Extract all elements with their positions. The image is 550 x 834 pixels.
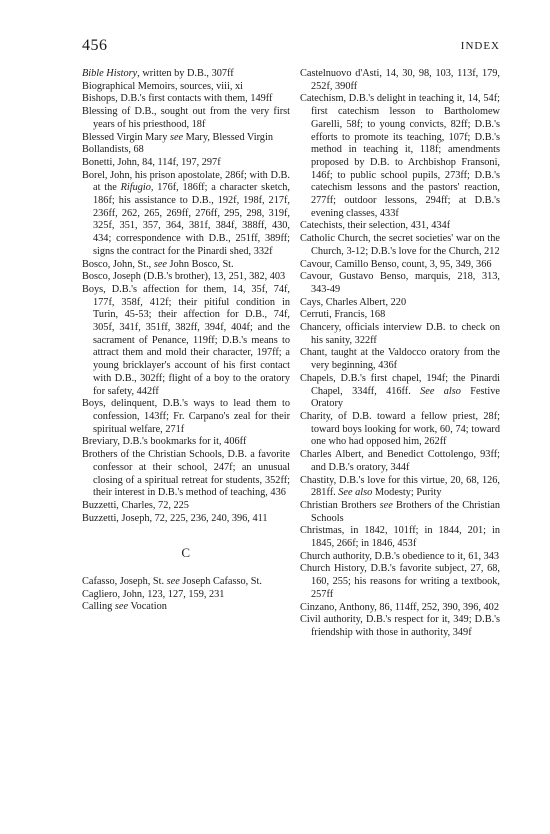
index-entry-text: Brothers of the Christian Schools, D.B. a favorite confessor at their school, 247f; an unusual closing of a spiritual retreat for students, 352ff; their interest in D.B.'s method of teaching, 436	[82, 449, 290, 499]
right-entries	[300, 68, 500, 640]
index-entry-text: Joseph Cafasso, St.	[179, 576, 262, 588]
index-entry-text: Bonetti, John, 84, 114f, 197, 297f	[82, 156, 221, 168]
index-entry-text: see	[169, 131, 184, 143]
index-entry	[300, 309, 500, 322]
index-entry	[82, 398, 290, 436]
index-entry	[300, 500, 500, 525]
index-entry	[300, 259, 500, 272]
index-entry	[300, 525, 500, 550]
index-entry-text: 176f, 186ff; a character sketch, 186f; his assistance to D.B., 192f, 198f, 217f, 236ff, 262, 265, 269ff, 276ff, 295, 298, 319f, 325f, 351, 357, 364, 381f, 384f, 388ff, 430, 434; correspondence with D.B., 251ff, 389ff; signs the contract for the Pinardi shed, 332f	[93, 182, 290, 257]
index-entry-text: Boys, delinquent, D.B.'s ways to lead them to confession, 143ff; Fr. Carpano's zeal for their spiritual welfare, 271f	[82, 398, 290, 435]
index-left-column	[82, 68, 290, 614]
section-letter: C	[181, 545, 191, 561]
index-entry	[300, 322, 500, 347]
index-entry-text: Catholic Church, the secret societies' war on the Church, 3-12; D.B.'s love for the Church, 212	[300, 233, 500, 257]
index-entry-text: Blessing of D.B., sought out from the very first years of his priesthood, 18f	[82, 106, 290, 130]
index-entry	[300, 93, 500, 220]
index-entry	[82, 576, 290, 589]
index-entry-text: Charity, of D.B. toward a fellow priest, 28f; toward boys looking for work, 60, 74; toward one who had opposed him, 262ff	[300, 410, 500, 448]
index-entry	[82, 81, 290, 94]
index-entry	[82, 93, 290, 106]
index-entry-text: Mary, Blessed Virgin	[183, 131, 273, 143]
index-entry	[82, 157, 290, 170]
index-entry-text: Chant, taught at the Valdocco oratory from the very beginning, 436f	[300, 347, 500, 372]
index-entry-text: Charles Albert, and Benedict Cottolengo, 93ff; and D.B.'s oratory, 344f	[300, 449, 500, 473]
index-entry-text: Bishops, D.B.'s first contacts with them, 149ff	[82, 93, 273, 105]
index-entry-text: Rifugio,	[120, 182, 154, 194]
index-entry	[300, 220, 500, 233]
index-entry-text: Festive Oratory	[311, 385, 500, 410]
index-entry-text: Church History, D.B.'s favorite subject, 27, 68, 160, 255; his reasons for writing a textbook, 257ff	[300, 563, 500, 600]
index-entry	[300, 602, 500, 615]
index-entry-text: Cavour, Camillo Benso, count, 3, 95, 349, 366	[300, 258, 492, 270]
index-entry	[82, 68, 290, 81]
index-entry-text: Borel, John, his prison apostolate, 286f; with D.B. at the	[82, 169, 290, 194]
index-entry	[300, 563, 500, 601]
index-entry	[82, 500, 290, 513]
index-entry-text: see	[166, 576, 180, 588]
index-entry	[82, 601, 290, 614]
index-entry-text: Catechism, D.B.'s delight in teaching it, 14, 54f; first catechism lesson to Bartholomew Garelli, 58f; to young convicts, 82ff; D.B.'s efforts to promote its teaching, 107f; D.B.'s method in teaching it, 118f; amendments proposed by D.B. to Archbishop Fransoni, 146f; to public school pupils, 273ff; D.B.'s catechism lessons and the pastors' reaction, 277ff; outdoor lessons, 294ff; at D.B.'s evening classes, 433f	[300, 93, 500, 219]
index-entry-text: Christmas, in 1842, 101ff; in 1844, 201; in 1845, 266f; in 1846, 453f	[300, 525, 500, 550]
index-entry	[82, 284, 290, 398]
index-entry-text: Castelnuovo d'Asti, 14, 30, 98, 103, 113f, 179, 252f, 390ff	[300, 68, 500, 92]
index-entry-text: Chancery, officials interview D.B. to check on his sanity, 322ff	[300, 322, 500, 346]
index-entry	[300, 297, 500, 310]
index-entry	[82, 259, 290, 272]
index-entry-text: Church authority, D.B.'s obedience to it, 61, 343	[300, 550, 500, 562]
index-entry	[300, 271, 500, 296]
index-entry-text: Bible History	[82, 68, 138, 79]
index-entry-text: see	[114, 601, 129, 613]
index-entry	[300, 614, 500, 639]
index-entry-text: Vocation	[128, 601, 167, 613]
entries-before-section	[82, 68, 290, 525]
index-entry-text: Biographical Memoirs, sources, viii, xi	[82, 80, 244, 92]
index-entry-text: Breviary, D.B.'s bookmarks for it, 406ff	[82, 436, 247, 448]
index-entry	[82, 271, 290, 284]
index-entry-text: Brothers of the Christian Schools	[311, 499, 500, 524]
index-entry-text: Cagliero, John, 123, 127, 159, 231	[82, 588, 225, 600]
index-entry-text: Civil authority, D.B.'s respect for it, 349; D.B.'s friendship with those in authority, 349f	[300, 614, 500, 638]
index-entry-text: , written by D.B., 307ff	[137, 68, 234, 79]
index-entry-text: see	[379, 499, 393, 511]
index-entry	[82, 513, 290, 526]
index-entry	[82, 170, 290, 259]
index-entry-text: Cerruti, Francis, 168	[300, 309, 386, 321]
index-entry-text: Blessed Virgin Mary	[82, 131, 170, 143]
index-entry-text: Catechists, their selection, 431, 434f	[300, 220, 451, 232]
index-entry-text: Buzzetti, Charles, 72, 225	[82, 499, 189, 511]
index-entry	[300, 373, 500, 411]
index-entry-text: Buzzetti, Joseph, 72, 225, 236, 240, 396, 411	[82, 512, 268, 524]
index-entry	[82, 144, 290, 157]
index-entry	[82, 589, 290, 602]
index-entry	[300, 233, 500, 258]
index-right-column	[300, 68, 500, 640]
index-entry-text: Cays, Charles Albert, 220	[300, 296, 407, 308]
index-entry-text: Chastity, D.B.'s love for this virtue, 20, 68, 126, 281ff.	[300, 474, 500, 499]
index-entry-text: See also	[420, 385, 461, 397]
index-entry-text: Cinzano, Anthony, 86, 114ff, 252, 390, 396, 402	[300, 601, 499, 613]
index-entry	[300, 68, 500, 93]
index-entry	[300, 347, 500, 372]
running-head: INDEX	[460, 40, 500, 52]
page-number: 456	[82, 37, 108, 54]
index-entry-text: Christian Brothers	[300, 499, 380, 511]
index-entry-text: Chapels, D.B.'s first chapel, 194f; the Pinardi Chapel, 334ff, 416ff.	[300, 372, 500, 397]
index-entry	[300, 411, 500, 449]
index-entry	[300, 449, 500, 474]
index-entry-text: Modesty; Purity	[372, 487, 442, 499]
index-entry	[82, 436, 290, 449]
index-entry	[82, 132, 290, 145]
index-entry-text: See also	[338, 487, 373, 499]
index-entry-text: Cafasso, Joseph, St.	[82, 576, 167, 588]
index-entry	[300, 475, 500, 500]
index-entry	[300, 551, 500, 564]
index-entry-text: Bollandists, 68	[82, 144, 144, 156]
index-entry	[82, 106, 290, 131]
index-entry-text: see	[153, 258, 167, 270]
index-entry	[82, 449, 290, 500]
index-entry-text: John Bosco, St.	[166, 258, 234, 270]
index-entry-text: Cavour, Gustavo Benso, marquis, 218, 313, 343-49	[300, 271, 500, 295]
index-entry-text: Calling	[82, 601, 115, 613]
entries-after-section	[82, 576, 290, 614]
index-entry-text: Bosco, John, St.,	[82, 258, 154, 270]
index-entry-text: Bosco, Joseph (D.B.'s brother), 13, 251, 382, 403	[82, 271, 286, 283]
index-entry-text: Boys, D.B.'s affection for them, 14, 35f, 74f, 177f, 358f, 412f; their pitiful condition in Turin, 45-53; their affection for D.B., 74f, 305f, 341f, 351ff, 382ff, 394f, 404f; and the sacrament of Penance, 119ff; D.B.'s means to attract them and mold their character, 197ff; a young bricklayer's account of his first contact with D.B., 302ff; flight of a boy to the oratory for safety, 442ff	[82, 283, 290, 397]
